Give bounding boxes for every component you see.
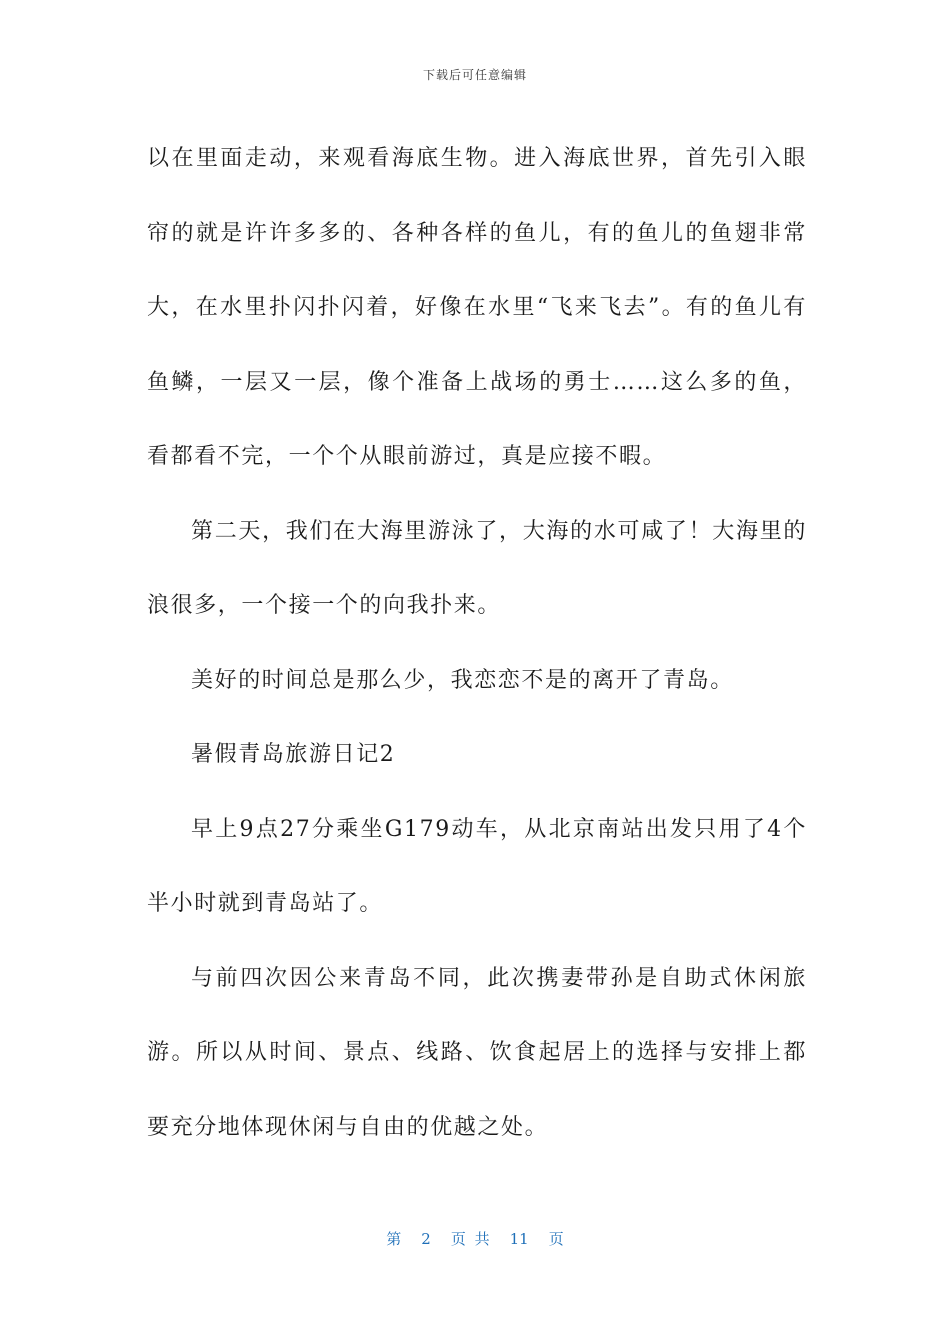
paragraph-continuation: 以在里面走动，来观看海底生物。进入海底世界，首先引入眼帘的就是许许多多的、各种各样的鱼儿，有的鱼儿的鱼翅非常大，在水里扑闪扑闪着，好像在水里“飞来飞去”。有的鱼儿有鱼鳞，一层又一层，像个准备上战场的勇士……这么多的鱼，看都看不完，一个个从眼前游过，真是应接不暇。 [147, 146, 807, 469]
page-header-note: 下载后可任意编辑 [422, 68, 527, 82]
document-body [147, 122, 807, 1165]
paragraph-second-day: 第二天，我们在大海里游泳了，大海的水可咸了！大海里的浪很多，一个接一个的向我扑来。 [147, 518, 807, 618]
paragraph-leaving-qingdao: 美好的时间总是那么少，我恋恋不是的离开了青岛。 [191, 667, 734, 693]
page-prefix: 第 [386, 1230, 402, 1248]
total-pages-number: 11 [509, 1230, 529, 1248]
paragraph-train-trip: 早上9点27分乘坐G179动车，从北京南站出发只用了4个半小时就到青岛站了。 [147, 816, 807, 916]
page-number-footer [0, 1228, 950, 1249]
page-middle: 页 共 [450, 1230, 490, 1248]
paragraph-leisure-travel: 与前四次因公来青岛不同，此次携妻带孙是自助式休闲旅游。所以从时间、景点、线路、饮食起居上的选择与安排上都要充分地体现休闲与自由的优越之处。 [147, 965, 807, 1140]
page-suffix: 页 [548, 1230, 564, 1248]
section-title: 暑假青岛旅游日记2 [191, 742, 396, 767]
current-page-number: 2 [421, 1230, 431, 1248]
